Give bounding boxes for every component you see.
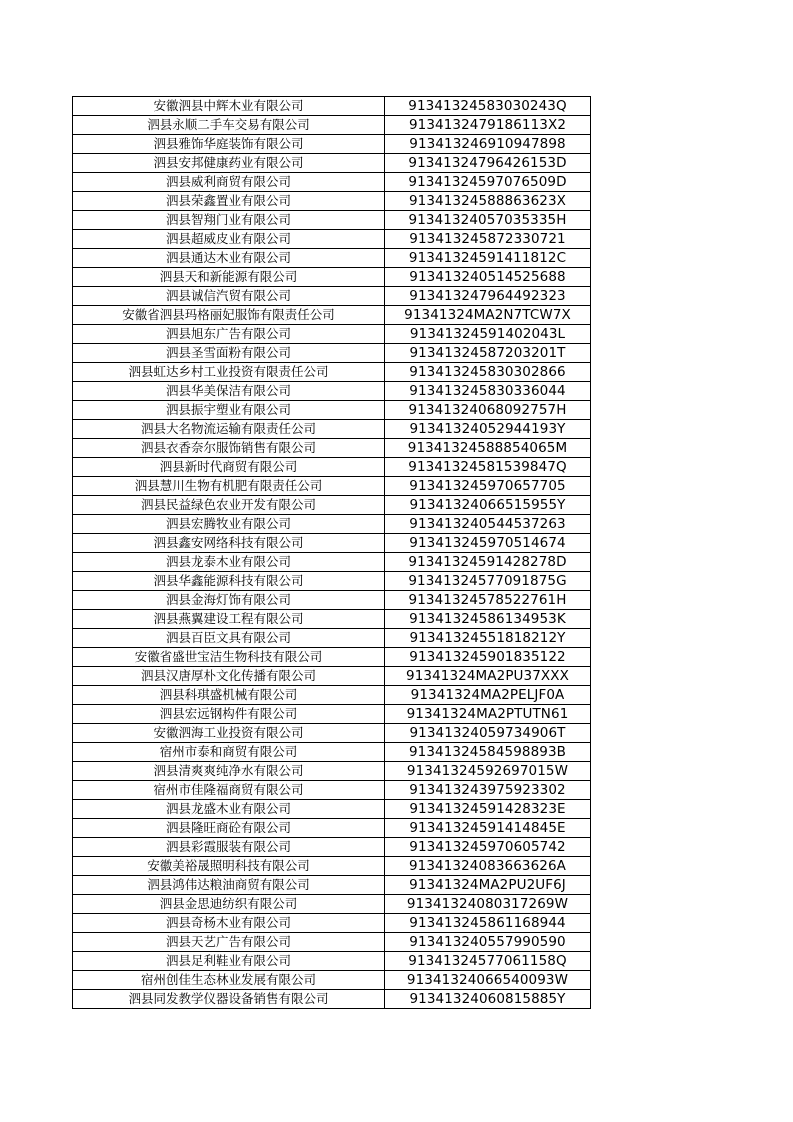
company-name-cell: 安徽省盛世宝洁生物科技有限公司	[73, 648, 385, 667]
company-name-cell: 泗县燕翼建设工程有限公司	[73, 610, 385, 629]
table-row	[73, 192, 591, 211]
table-row	[73, 781, 591, 800]
table-row	[73, 515, 591, 534]
table-row	[73, 268, 591, 287]
table-row	[73, 667, 591, 686]
company-name-cell: 泗县宏远钢构件有限公司	[73, 705, 385, 724]
table-row	[73, 819, 591, 838]
table-row	[73, 857, 591, 876]
registry-table-body	[73, 97, 591, 1009]
table-row	[73, 629, 591, 648]
credit-code-cell: 91341324083663626A	[385, 857, 591, 876]
credit-code-cell: 913413240557990590	[385, 933, 591, 952]
table-row	[73, 249, 591, 268]
company-name-cell: 泗县通达木业有限公司	[73, 249, 385, 268]
credit-code-cell: 91341324591428278D	[385, 553, 591, 572]
company-name-cell: 泗县天和新能源有限公司	[73, 268, 385, 287]
company-name-cell: 泗县雅饰华庭装饰有限公司	[73, 135, 385, 154]
table-row	[73, 306, 591, 325]
company-name-cell: 泗县衣香奈尔服饰销售有限公司	[73, 439, 385, 458]
company-name-cell: 泗县诚信汽贸有限公司	[73, 287, 385, 306]
credit-code-cell: 91341324578522761H	[385, 591, 591, 610]
credit-code-cell: 913413245872330721	[385, 230, 591, 249]
company-name-cell: 安徽美裕晟照明科技有限公司	[73, 857, 385, 876]
company-name-cell: 泗县清爽爽纯净水有限公司	[73, 762, 385, 781]
company-name-cell: 宿州创佳生态林业发展有限公司	[73, 971, 385, 990]
credit-code-cell: 91341324586134953K	[385, 610, 591, 629]
credit-code-cell: 91341324592697015W	[385, 762, 591, 781]
credit-code-cell: 91341324052944193Y	[385, 420, 591, 439]
company-name-cell: 泗县鸿伟达粮油商贸有限公司	[73, 876, 385, 895]
company-name-cell: 泗县足利鞋业有限公司	[73, 952, 385, 971]
table-row	[73, 363, 591, 382]
credit-code-cell: 91341324587203201T	[385, 344, 591, 363]
company-name-cell: 泗县振宇塑业有限公司	[73, 401, 385, 420]
table-row	[73, 382, 591, 401]
company-name-cell: 泗县鑫安网络科技有限公司	[73, 534, 385, 553]
company-name-cell: 泗县华鑫能源科技有限公司	[73, 572, 385, 591]
company-name-cell: 泗县慧川生物有机肥有限责任公司	[73, 477, 385, 496]
company-name-cell: 泗县百臣文具有限公司	[73, 629, 385, 648]
credit-code-cell: 913413246910947898	[385, 135, 591, 154]
company-name-cell: 泗县旭东广告有限公司	[73, 325, 385, 344]
table-row	[73, 743, 591, 762]
table-row	[73, 344, 591, 363]
company-name-cell: 安徽泗海工业投资有限公司	[73, 724, 385, 743]
table-row	[73, 154, 591, 173]
table-row	[73, 211, 591, 230]
table-row	[73, 496, 591, 515]
company-name-cell: 泗县金海灯饰有限公司	[73, 591, 385, 610]
credit-code-cell: 913413245901835122	[385, 648, 591, 667]
credit-code-cell: 91341324MA2PU2UF6J	[385, 876, 591, 895]
table-row	[73, 401, 591, 420]
credit-code-cell: 91341324588854065M	[385, 439, 591, 458]
table-row	[73, 648, 591, 667]
company-name-cell: 泗县科琪盛机械有限公司	[73, 686, 385, 705]
company-name-cell: 安徽省泗县玛格丽妃服饰有限责任公司	[73, 306, 385, 325]
credit-code-cell: 91341324066515955Y	[385, 496, 591, 515]
credit-code-cell: 91341324551818212Y	[385, 629, 591, 648]
credit-code-cell: 91341324057035335H	[385, 211, 591, 230]
credit-code-cell: 9134132479186113X2	[385, 116, 591, 135]
table-row	[73, 230, 591, 249]
company-name-cell: 泗县圣雪面粉有限公司	[73, 344, 385, 363]
company-name-cell: 泗县龙泰木业有限公司	[73, 553, 385, 572]
credit-code-cell: 91341324068092757H	[385, 401, 591, 420]
credit-code-cell: 91341324591411812C	[385, 249, 591, 268]
credit-code-cell: 91341324591402043L	[385, 325, 591, 344]
table-row	[73, 876, 591, 895]
company-name-cell: 泗县天艺广告有限公司	[73, 933, 385, 952]
company-name-cell: 泗县威利商贸有限公司	[73, 173, 385, 192]
company-name-cell: 宿州市佳隆福商贸有限公司	[73, 781, 385, 800]
credit-code-cell: 91341324591428323E	[385, 800, 591, 819]
table-row	[73, 553, 591, 572]
credit-code-cell: 913413243975923302	[385, 781, 591, 800]
credit-code-cell: 91341324597076509D	[385, 173, 591, 192]
credit-code-cell: 91341324583030243Q	[385, 97, 591, 116]
credit-code-cell: 91341324059734906T	[385, 724, 591, 743]
credit-code-cell: 913413245970657705	[385, 477, 591, 496]
company-name-cell: 泗县超威皮业有限公司	[73, 230, 385, 249]
table-row	[73, 287, 591, 306]
company-name-cell: 泗县智翔门业有限公司	[73, 211, 385, 230]
table-row	[73, 572, 591, 591]
company-name-cell: 泗县虹达乡村工业投资有限责任公司	[73, 363, 385, 382]
table-row	[73, 724, 591, 743]
table-row	[73, 116, 591, 135]
company-name-cell: 安徽泗县中辉木业有限公司	[73, 97, 385, 116]
company-name-cell: 泗县同发教学仪器设备销售有限公司	[73, 990, 385, 1009]
company-registry-table	[72, 96, 591, 1009]
table-row	[73, 325, 591, 344]
credit-code-cell: 91341324581539847Q	[385, 458, 591, 477]
credit-code-cell: 913413247964492323	[385, 287, 591, 306]
company-name-cell: 泗县宏腾牧业有限公司	[73, 515, 385, 534]
company-name-cell: 泗县安邦健康药业有限公司	[73, 154, 385, 173]
company-name-cell: 泗县汉唐厚朴文化传播有限公司	[73, 667, 385, 686]
table-row	[73, 477, 591, 496]
credit-code-cell: 913413245970605742	[385, 838, 591, 857]
table-row	[73, 705, 591, 724]
table-row	[73, 97, 591, 116]
company-name-cell: 泗县金思迪纺织有限公司	[73, 895, 385, 914]
company-name-cell: 泗县民益绿色农业开发有限公司	[73, 496, 385, 515]
table-row	[73, 933, 591, 952]
credit-code-cell: 91341324060815885Y	[385, 990, 591, 1009]
credit-code-cell: 91341324MA2PTUTN61	[385, 705, 591, 724]
credit-code-cell: 91341324796426153D	[385, 154, 591, 173]
credit-code-cell: 91341324080317269W	[385, 895, 591, 914]
company-name-cell: 泗县荣鑫置业有限公司	[73, 192, 385, 211]
credit-code-cell: 913413245970514674	[385, 534, 591, 553]
table-row	[73, 762, 591, 781]
table-row	[73, 838, 591, 857]
credit-code-cell: 91341324066540093W	[385, 971, 591, 990]
table-row	[73, 420, 591, 439]
table-row	[73, 990, 591, 1009]
credit-code-cell: 913413245861168944	[385, 914, 591, 933]
credit-code-cell: 91341324584598893B	[385, 743, 591, 762]
table-row	[73, 534, 591, 553]
company-name-cell: 泗县华美保洁有限公司	[73, 382, 385, 401]
table-row	[73, 686, 591, 705]
credit-code-cell: 913413245830302866	[385, 363, 591, 382]
company-name-cell: 泗县大名物流运输有限责任公司	[73, 420, 385, 439]
credit-code-cell: 91341324577061158Q	[385, 952, 591, 971]
company-name-cell: 宿州市泰和商贸有限公司	[73, 743, 385, 762]
credit-code-cell: 91341324MA2PU37XXX	[385, 667, 591, 686]
table-row	[73, 610, 591, 629]
table-row	[73, 439, 591, 458]
table-row	[73, 458, 591, 477]
table-row	[73, 971, 591, 990]
table-row	[73, 173, 591, 192]
table-row	[73, 135, 591, 154]
company-name-cell: 泗县奇杨木业有限公司	[73, 914, 385, 933]
credit-code-cell: 9134132458886362​3X	[385, 192, 591, 211]
company-name-cell: 泗县永顺二手车交易有限公司	[73, 116, 385, 135]
company-name-cell: 泗县龙盛木业有限公司	[73, 800, 385, 819]
credit-code-cell: 91341324MA2N7TCW7X	[385, 306, 591, 325]
table-row	[73, 591, 591, 610]
credit-code-cell: 913413240514525688	[385, 268, 591, 287]
company-name-cell: 泗县新时代商贸有限公司	[73, 458, 385, 477]
credit-code-cell: 91341324591414845E	[385, 819, 591, 838]
table-row	[73, 800, 591, 819]
table-row	[73, 952, 591, 971]
company-name-cell: 泗县彩霞服装有限公司	[73, 838, 385, 857]
credit-code-cell: 913413240544537263	[385, 515, 591, 534]
credit-code-cell: 91341324MA2PELJF0A	[385, 686, 591, 705]
company-name-cell: 泗县隆旺商砼有限公司	[73, 819, 385, 838]
credit-code-cell: 91341324577091875G	[385, 572, 591, 591]
credit-code-cell: 913413245830336044	[385, 382, 591, 401]
company-registry-sheet	[72, 96, 591, 1009]
table-row	[73, 895, 591, 914]
table-row	[73, 914, 591, 933]
